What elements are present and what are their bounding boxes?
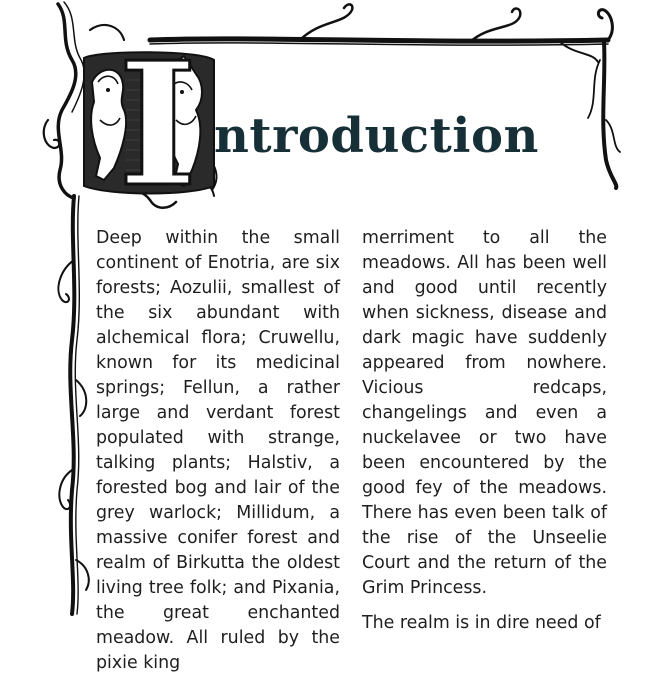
text-column-left bbox=[96, 226, 340, 676]
paragraph: Deep within the small continent of Enotria, are six forests; Aozulii, smallest of the six abundant with alchemical flora; Cruwellu, known for its medicinal springs; Fellun, a rather large and verdant forest populated with strange, talking plants; Halstiv, a forested bog and lair of the grey warlock; Millidum, a massive conifer forest and realm of Birkutta the oldest living tree folk; and Pixania, the great enchanted meadow. All ruled by the pixie king bbox=[96, 228, 340, 673]
paragraph: merriment to all the meadows. All has been well and good until recently when sickness, disease and dark magic have suddenly appeared from nowhere. Vicious redcaps, changelings and even a nuckelavee or two have been encountered by the good fey of the meadows. There has even been talk of the rise of the Unseelie Court and the return of the Grim Princess. bbox=[362, 228, 607, 598]
text-column-right bbox=[362, 226, 607, 636]
drop-cap-letter: I bbox=[118, 25, 198, 225]
page-title: ntroduction bbox=[214, 108, 539, 164]
paragraph: The realm is in dire need of bbox=[362, 613, 601, 633]
